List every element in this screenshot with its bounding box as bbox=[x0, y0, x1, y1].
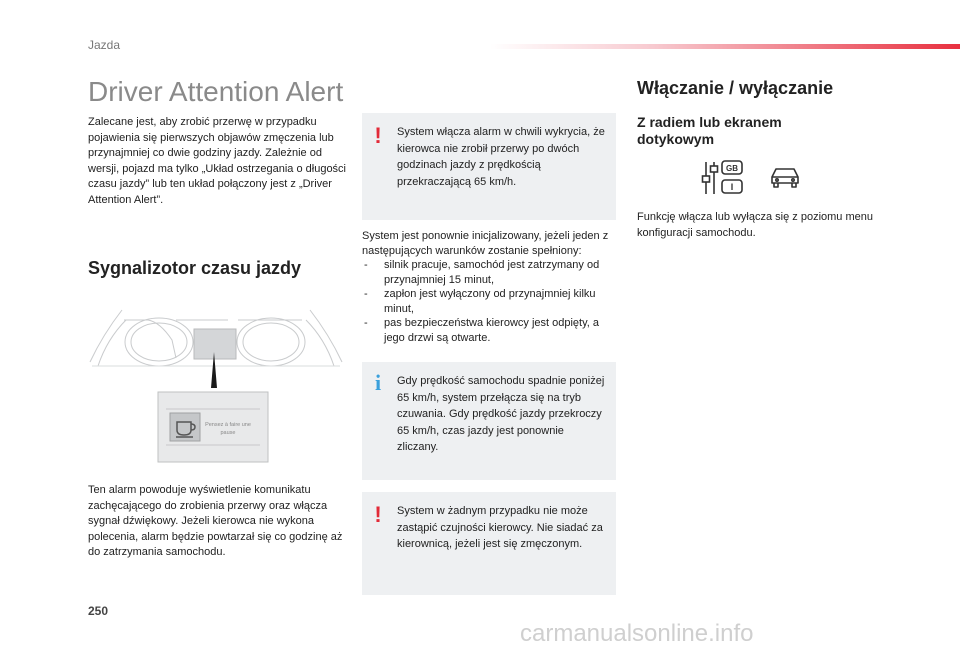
note-info bbox=[362, 362, 616, 480]
warning-exclamation-icon: ! bbox=[374, 123, 382, 148]
note-alarm-text: System włącza alarm w chwili wykrycia, że kierowca nie zrobił przerwy po dwóch godzinach jazdy z prędkością przekraczającą 65 km/h. bbox=[397, 126, 605, 188]
car-icon bbox=[768, 165, 802, 191]
outro-paragraph: Ten alarm powoduje wyświetlenie komunikatu zachęcającego do zrobienia przerwy oraz włącza sygnał dźwiękowy. Jeżeli kierowca nie wykona polecenia, alarm będzie powtarzał się co godzinę aż do zatrzymania samochodu. bbox=[88, 484, 343, 558]
note-warning bbox=[362, 492, 616, 595]
list-item: - pas bezpieczeństwa kierowcy jest odpięty, a jego drzwi są otwarte. bbox=[362, 316, 616, 345]
onoff-paragraph: Funkcję włącza lub wyłącza się z poziomu menu konfiguracji samochodu. bbox=[637, 211, 873, 239]
dashboard-illustration bbox=[88, 300, 344, 470]
screen-message-line1: Pensez à faire une bbox=[205, 422, 251, 428]
i-label: I bbox=[730, 182, 734, 192]
note-warning-text: System w żadnym przypadku nie może zastąpić czujności kierowcy. Nie siadać za kierownicą, jeżeli jest się zmęczonym. bbox=[397, 505, 603, 550]
page-number: 250 bbox=[88, 604, 109, 618]
warning-exclamation-icon: ! bbox=[374, 502, 382, 527]
header-accent-bar bbox=[490, 44, 960, 49]
section-title-timer: Sygnalizotor czasu jazdy bbox=[88, 258, 302, 278]
info-icon: i bbox=[374, 370, 382, 395]
reset-intro: System jest ponownie inicjalizowany, jeżeli jeden z następujących warunków zostanie spełniony: bbox=[362, 230, 609, 257]
page-title: Driver Attention Alert bbox=[88, 76, 344, 107]
watermark: carmanualsonline.info bbox=[520, 620, 754, 647]
note-info-text: Gdy prędkość samochodu spadnie poniżej 65 km/h, system przełącza się na tryb czuwania. Gdy prędkość jazdy przekroczy 65 km/h, czas jazdy jest ponownie zliczany. bbox=[397, 375, 605, 453]
section-title-onoff: Włączanie / wyłączanie bbox=[637, 78, 834, 98]
screen-message-line2: pause bbox=[220, 430, 236, 436]
note-alarm bbox=[362, 113, 616, 220]
gb-label: GB bbox=[726, 164, 738, 173]
reset-list bbox=[362, 258, 616, 345]
reset-conditions bbox=[362, 229, 616, 345]
section-subtitle-radio: Z radiem lub ekranem dotykowym bbox=[637, 114, 782, 147]
section-label: Jazda bbox=[88, 38, 121, 52]
settings-sliders-icon bbox=[700, 158, 748, 198]
list-item: - silnik pracuje, samochód jest zatrzymany od przynajmniej 15 minut, bbox=[362, 258, 616, 287]
intro-paragraph: Zalecane jest, aby zrobić przerwę w przypadku pojawienia się pierwszych objawów zmęczenia lub przynajmniej co dwie godziny jazdy. Zależnie od wersji, pojazd ma tylko „Układ ostrzegania o długości czasu jazdy” lub ten układ połączony jest z „Driver Attention Alert”. bbox=[88, 116, 347, 206]
list-item: - zapłon jest wyłączony od przynajmniej kilku minut, bbox=[362, 287, 616, 316]
